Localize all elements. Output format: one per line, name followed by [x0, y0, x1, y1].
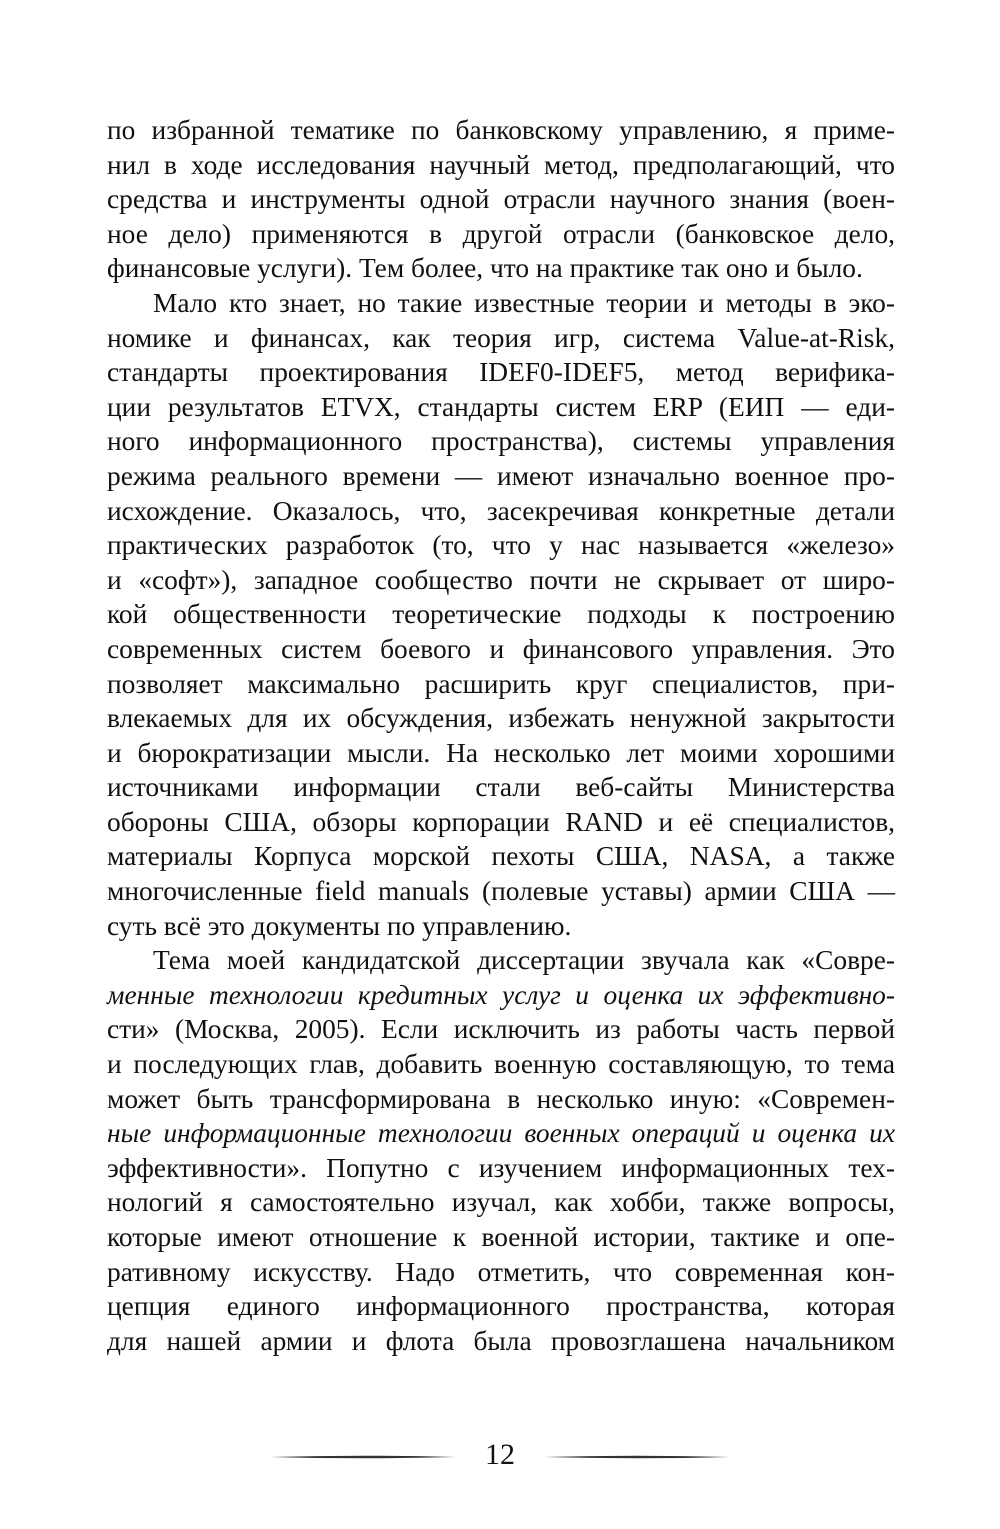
text-line: по избранной тематике по банковскому управлению, я приме-	[107, 115, 895, 145]
page-footer	[270, 1430, 730, 1480]
text-line: режима реального времени — имеют изначально военное про-	[107, 460, 895, 491]
text-line: стандарты проектирования IDEF0-IDEF5, метод верифика-	[107, 357, 895, 388]
paragraph-3	[107, 943, 895, 1358]
text-line: которые имеют отношение к военной истории, тактике и опе-	[107, 1222, 895, 1252]
text-line: менные технологии кредитных услуг и оценка их эффективно-	[107, 979, 895, 1010]
text-line: практических разработок (то, что у нас называется «железо»	[107, 530, 895, 561]
text-line: ное дело) применяются в другой отрасли (банковское дело,	[107, 218, 895, 249]
text-line: обороны США, обзоры корпорации RAND и её специалистов,	[107, 806, 895, 837]
text-line: для нашей армии и флота была провозглашена начальником	[107, 1325, 895, 1356]
text-line: и последующих глав, добавить военную составляющую, то тема	[107, 1049, 895, 1080]
text-line: цепция единого информационного пространства, которая	[107, 1291, 895, 1322]
text-line: Мало кто знает, но такие известные теории и методы в эко-	[153, 287, 895, 318]
text-line: ции результатов ETVX, стандарты систем ERP (ЕИП — еди-	[107, 391, 895, 422]
text-line: кой общественности теоретические подходы к построению	[107, 599, 895, 630]
body-text	[107, 113, 895, 1358]
text-line: исхождение. Оказалось, что, засекречивая конкретные детали	[107, 495, 895, 526]
text-line: сти» (Москва, 2005). Если исключить из работы часть первой	[107, 1014, 895, 1045]
text-line: и «софт»), западное сообщество почти не скрывает от широ-	[107, 564, 895, 595]
text-line: ные информационные технологии военных операций и оценка их	[107, 1118, 895, 1149]
text-line: финансовые услуги). Тем более, что на практике так оно и было.	[107, 253, 863, 284]
text-line: источниками информации стали веб-сайты Министерства	[107, 772, 895, 803]
text-line: нил в ходе исследования научный метод, предполагающий, что	[107, 149, 895, 180]
paragraph-1	[107, 113, 895, 286]
paragraph-2	[107, 286, 895, 943]
text-line: средства и инструменты одной отрасли научного знания (воен-	[107, 184, 895, 215]
text-line: многочисленные field manuals (полевые уставы) армии США —	[107, 876, 895, 907]
text-line: современных систем боевого и финансового управления. Это	[107, 633, 895, 664]
text-line: влекаемых для их обсуждения, избежать ненужной закрытости	[107, 703, 895, 734]
text-line: эффективности». Попутно с изучением информационных тех-	[107, 1152, 895, 1183]
text-line: суть всё это документы по управлению.	[107, 910, 572, 941]
text-line: номике и финансах, как теория игр, система Value-at-Risk,	[107, 322, 895, 353]
decorative-rule-left	[270, 1455, 456, 1459]
text-line: Тема моей кандидатской диссертации звучала как «Совре-	[153, 945, 895, 976]
text-line: ного информационного пространства), системы управления	[107, 426, 895, 457]
decorative-rule-right	[544, 1455, 730, 1459]
text-line: нологий я самостоятельно изучал, как хобби, также вопросы,	[107, 1187, 895, 1218]
text-line: может быть трансформирована в несколько иную: «Современ-	[107, 1083, 895, 1114]
text-line: позволяет максимально расширить круг специалистов, при-	[107, 668, 895, 699]
text-line: и бюрократизации мысли. На несколько лет моими хорошими	[107, 737, 895, 768]
page-number: 12	[485, 1438, 515, 1471]
text-line: ративному искусству. Надо отметить, что современная кон-	[107, 1256, 895, 1287]
text-line: материалы Корпуса морской пехоты США, NASA, а также	[107, 841, 895, 872]
